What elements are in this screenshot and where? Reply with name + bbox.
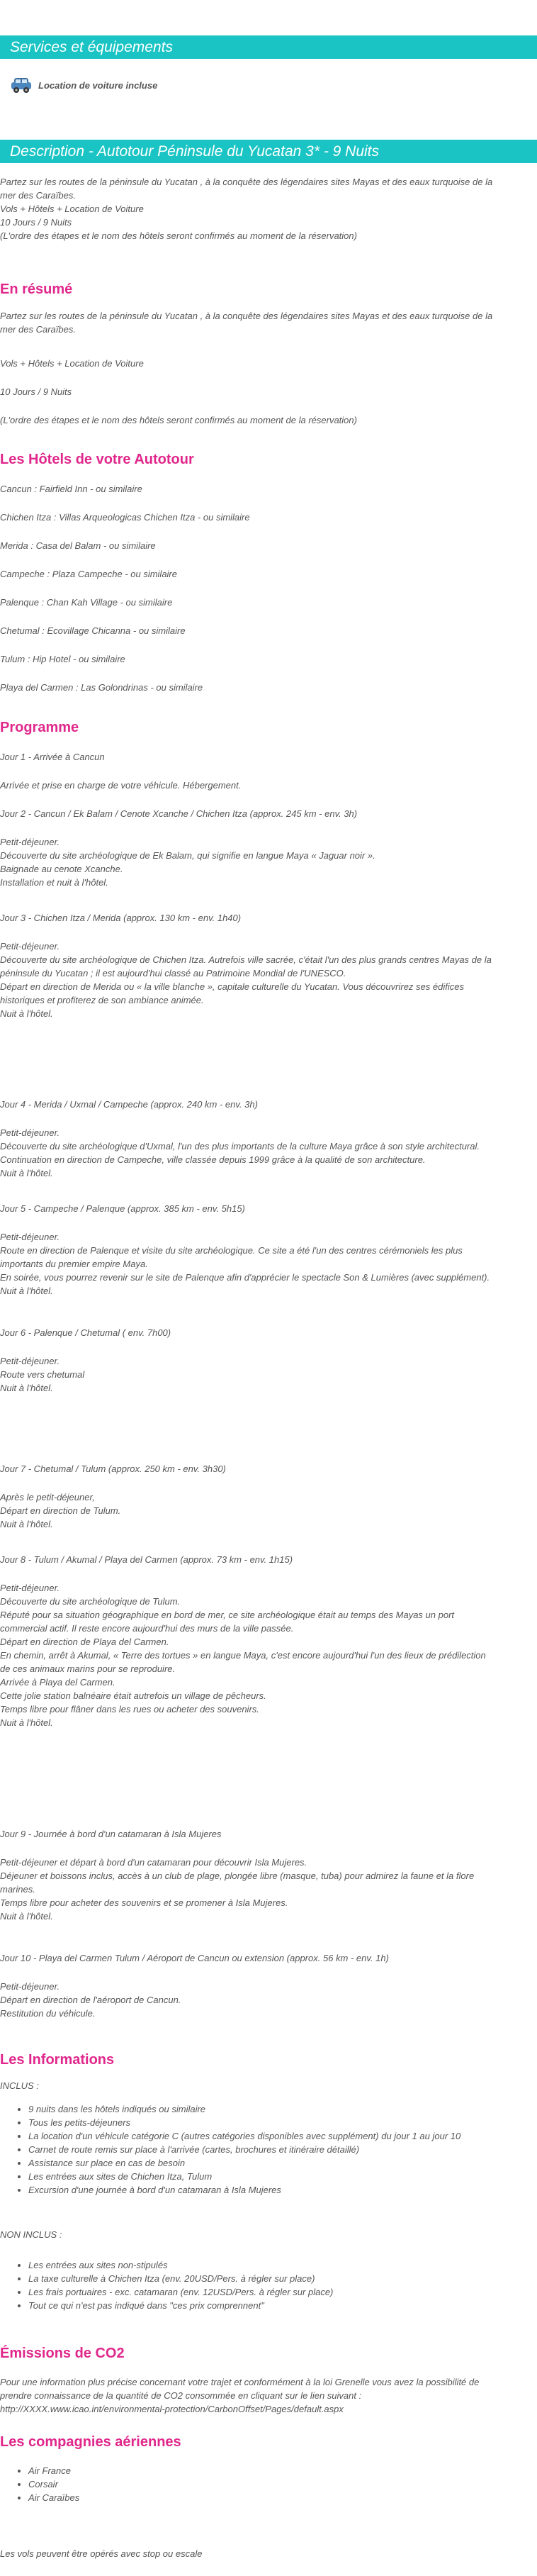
day-heading: Jour 3 - Chichen Itza / Merida (approx. 130 km - env. 1h40) bbox=[0, 913, 242, 923]
hotel-item: Chichen Itza : Villas Arqueologicas Chichen Itza - ou similaire bbox=[0, 512, 250, 523]
list-item: • Excursion d'une journée à bord d'un catamaran à Isla Mujeres bbox=[28, 2183, 460, 2197]
resume-line: Vols + Hôtels + Location de Voiture bbox=[0, 358, 144, 369]
resume-line: 10 Jours / 9 Nuits bbox=[0, 386, 72, 397]
day-heading: Jour 9 - Journée à bord d'un catamaran à Isla Mujeres bbox=[0, 1829, 222, 1839]
day-line: marines. bbox=[0, 1884, 35, 1895]
programme-heading: Programme bbox=[0, 720, 79, 735]
co2-heading: Émissions de CO2 bbox=[0, 2346, 125, 2361]
day-line: Arrivée à Playa del Carmen. bbox=[0, 1677, 115, 1688]
description-line: mer des Caraïbes. bbox=[0, 190, 76, 201]
day-heading: Jour 7 - Chetumal / Tulum (approx. 250 km - env. 3h30) bbox=[0, 1463, 226, 1474]
services-banner bbox=[0, 35, 537, 59]
day-line: Petit-déjeuner. bbox=[0, 941, 60, 952]
day-body bbox=[0, 835, 524, 889]
day-line: Petit-déjeuner. bbox=[0, 1981, 60, 1992]
day-line: En soirée, vous pourrez revenir sur le site de Palenque afin d'apprécier le spectacle Son & Lumières (avec supplément). bbox=[0, 1272, 490, 1283]
day-heading: Jour 2 - Cancun / Ek Balam / Cenote Xcanche / Chichen Itza (approx. 245 km - env. 3h) bbox=[0, 808, 358, 819]
resume-heading: En résumé bbox=[0, 281, 73, 297]
day-line: Petit-déjeuner. bbox=[0, 1356, 60, 1366]
day-line: Restitution du véhicule. bbox=[0, 2008, 96, 2019]
day-body bbox=[0, 1126, 524, 1180]
day-line: Petit-déjeuner. bbox=[0, 1127, 60, 1138]
services-title: Services et équipements bbox=[10, 39, 173, 55]
resume-line: (L'ordre des étapes et le nom des hôtels seront confirmés au moment de la réservation) bbox=[0, 415, 357, 425]
day-line: En chemin, arrêt à Akumal, « Terre des tortues » en langue Maya, c'est encore aujourd'hui l'un des lieux de prédilection bbox=[0, 1650, 486, 1661]
hotel-item: Tulum : Hip Hotel - ou similaire bbox=[0, 654, 125, 664]
day-line: Nuit à l'hôtel. bbox=[0, 1519, 53, 1529]
list-item: • La location d'un véhicule catégorie C (autres catégories disponibles avec supplément) du jour 1 au jour 10 bbox=[28, 2129, 460, 2143]
list-item: • Carnet de route remis sur place à l'arrivée (cartes, brochures et itinéraire détaillé) bbox=[28, 2143, 460, 2156]
inclus-label: INCLUS : bbox=[0, 2080, 39, 2091]
day-heading: Jour 6 - Palenque / Chetumal ( env. 7h00) bbox=[0, 1327, 171, 1338]
day-body bbox=[0, 1230, 524, 1298]
hotel-item: Palenque : Chan Kah Village - ou similaire bbox=[0, 597, 173, 608]
informations-heading: Les Informations bbox=[0, 2052, 115, 2068]
day-line: importants du premier empire Maya. bbox=[0, 1259, 148, 1269]
airlines-heading: Les compagnies aériennes bbox=[0, 2434, 181, 2450]
hotel-item: Merida : Casa del Balam - ou similaire bbox=[0, 540, 156, 551]
list-item: • Les frais portuaires - exc. catamaran (env. 12USD/Pers. à régler sur place) bbox=[28, 2285, 333, 2299]
resume-intro-line: mer des Caraïbes. bbox=[0, 324, 76, 335]
day-line: Nuit à l'hôtel. bbox=[0, 1383, 53, 1393]
list-item: • Les entrées aux sites de Chichen Itza, Tulum bbox=[28, 2170, 460, 2183]
description-line: (L'ordre des étapes et le nom des hôtels seront confirmés au moment de la réservation) bbox=[0, 230, 357, 241]
list-item: • 9 nuits dans les hôtels indiqués ou similaire bbox=[28, 2102, 460, 2116]
day-line: Temps libre pour acheter des souvenirs et se promener à Isla Mujeres. bbox=[0, 1897, 288, 1908]
day-line: péninsule du Yucatan ; il est aujourd'hui classé au Patrimoine Mondial de l'UNESCO. bbox=[0, 968, 346, 978]
service-label: Location de voiture incluse bbox=[38, 79, 158, 91]
day-line: Petit-déjeuner et départ à bord d'un catamaran pour découvrir Isla Mujeres. bbox=[0, 1857, 307, 1868]
day-line: Continuation en direction de Campeche, ville classée depuis 1999 grâce à la qualité de son architecture. bbox=[0, 1154, 426, 1165]
day-body bbox=[0, 1856, 524, 1923]
day-line: Découverte du site archéologique de Ek Balam, qui signifie en langue Maya « Jaguar noir ». bbox=[0, 850, 375, 861]
day-line: Départ en direction de l'aéroport de Cancun. bbox=[0, 1995, 181, 2005]
hotels-heading: Les Hôtels de votre Autotour bbox=[0, 452, 194, 467]
resume-intro-line: Partez sur les routes de la péninsule du Yucatan , à la conquête des légendaires sites Mayas et des eaux turquoise de la bbox=[0, 311, 493, 321]
day-line: Nuit à l'hôtel. bbox=[0, 1008, 53, 1019]
list-item: • La taxe culturelle à Chichen Itza (env. 20USD/Pers. à régler sur place) bbox=[28, 2272, 333, 2285]
day-line: Découverte du site archéologique de Tulum. bbox=[0, 1596, 181, 1607]
day-line: Réputé pour sa situation géographique en bord de mer, ce site archéologique était au temps des Mayas un port bbox=[0, 1610, 455, 1620]
day-body bbox=[0, 939, 524, 1020]
hotel-item: Chetumal : Ecovillage Chicanna - ou similaire bbox=[0, 625, 186, 636]
list-item: • Tous les petits-déjeuners bbox=[28, 2116, 460, 2129]
list-item: • Assistance sur place en cas de besoin bbox=[28, 2156, 460, 2170]
day-heading: Jour 5 - Campeche / Palenque (approx. 385 km - env. 5h15) bbox=[0, 1203, 245, 1214]
day-line: Arrivée et prise en charge de votre véhicule. Hébergement. bbox=[0, 780, 242, 791]
non-inclus-label: NON INCLUS : bbox=[0, 2229, 62, 2240]
co2-line: Pour une information plus précise concernant votre trajet et conformément à la loi Grenelle vous avez la possibilité de bbox=[0, 2377, 480, 2387]
description-text bbox=[0, 175, 524, 242]
day-body bbox=[0, 1354, 524, 1395]
day-body bbox=[0, 1980, 524, 2020]
day-heading: Jour 8 - Tulum / Akumal / Playa del Carmen (approx. 73 km - env. 1h15) bbox=[0, 1554, 293, 1565]
day-line: Départ en direction de Playa del Carmen. bbox=[0, 1637, 169, 1647]
day-line: Déjeuner et boissons inclus, accès à un club de plage, plongée libre (masque, tuba) pour admirez la faune et la flore bbox=[0, 1870, 475, 1881]
description-line: Vols + Hôtels + Location de Voiture bbox=[0, 203, 144, 214]
co2-link[interactable]: http://XXXX.www.icao.int/environmental-protection/CarbonOffset/Pages/default.aspx bbox=[0, 2404, 344, 2414]
day-line: Découverte du site archéologique de Chichen Itza. Autrefois ville sacrée, c'était l'un des plus grands centres Mayas de la bbox=[0, 954, 492, 965]
day-line: de ces animaux marins pour se reproduire. bbox=[0, 1663, 176, 1674]
day-line: commercial actif. Il reste encore aujourd'hui des murs de la ville passée. bbox=[0, 1623, 294, 1634]
list-item: • Air Caraïbes bbox=[28, 2491, 79, 2504]
day-line: Baignade au cenote Xcanche. bbox=[0, 864, 123, 874]
service-item-car-rental bbox=[10, 74, 157, 96]
day-line: historiques et profiterez de son ambiance animée. bbox=[0, 995, 204, 1005]
airlines-note: Les vols peuvent être opérés avec stop ou escale bbox=[0, 2548, 203, 2559]
list-item: • Tout ce qui n'est pas indiqué dans "ces prix comprennent" bbox=[28, 2299, 333, 2312]
day-line: Nuit à l'hôtel. bbox=[0, 1717, 53, 1728]
day-line: Petit-déjeuner. bbox=[0, 837, 60, 847]
day-line: Route vers chetumal bbox=[0, 1369, 85, 1380]
day-heading: Jour 4 - Merida / Uxmal / Campeche (approx. 240 km - env. 3h) bbox=[0, 1099, 258, 1110]
day-body bbox=[0, 1490, 524, 1531]
day-line: Temps libre pour flâner dans les rues ou acheter des souvenirs. bbox=[0, 1704, 259, 1714]
day-line: Installation et nuit à l'hôtel. bbox=[0, 877, 108, 888]
day-line: Nuit à l'hôtel. bbox=[0, 1168, 53, 1178]
day-line: Nuit à l'hôtel. bbox=[0, 1286, 53, 1296]
day-heading: Jour 10 - Playa del Carmen Tulum / Aéroport de Cancun ou extension (approx. 56 km - env. 1h) bbox=[0, 1953, 389, 1963]
day-line: Petit-déjeuner. bbox=[0, 1232, 60, 1242]
day-line: Cette jolie station balnéaire était autrefois un village de pêcheurs. bbox=[0, 1690, 266, 1701]
list-item: • Corsair bbox=[28, 2477, 79, 2491]
hotel-item: Playa del Carmen : Las Golondrinas - ou similaire bbox=[0, 682, 203, 693]
resume-intro bbox=[0, 309, 524, 336]
description-line: Partez sur les routes de la péninsule du Yucatan , à la conquête des légendaires sites Mayas et des eaux turquoise de la bbox=[0, 177, 493, 187]
day-line: Nuit à l'hôtel. bbox=[0, 1911, 53, 1922]
day-line: Départ en direction de Tulum. bbox=[0, 1505, 121, 1516]
hotel-item: Campeche : Plaza Campeche - ou similaire bbox=[0, 569, 177, 579]
day-body bbox=[0, 1581, 524, 1729]
day-heading: Jour 1 - Arrivée à Cancun bbox=[0, 752, 105, 762]
co2-line: prendre connaissance de la quantité de CO2 consommée en cliquant sur le lien suivant : bbox=[0, 2390, 362, 2401]
description-banner bbox=[0, 140, 537, 163]
inclus-list bbox=[0, 2102, 460, 2197]
day-line: Départ en direction de Merida ou « la ville blanche », capitale culturelle du Yucatan. Vous découvrirez ses édifices bbox=[0, 981, 464, 992]
day-line: Découverte du site archéologique d'Uxmal, l'un des plus importants de la culture Maya grâce à son style architectural. bbox=[0, 1141, 480, 1152]
hotel-item: Cancun : Fairfield Inn - ou similaire bbox=[0, 484, 142, 494]
list-item: • Air France bbox=[28, 2464, 79, 2477]
description-line: 10 Jours / 9 Nuits bbox=[0, 217, 72, 228]
car-icon bbox=[10, 75, 33, 95]
non-inclus-list bbox=[0, 2258, 333, 2312]
day-line: Après le petit-déjeuner, bbox=[0, 1492, 95, 1502]
co2-text bbox=[0, 2375, 524, 2416]
list-item: • Les entrées aux sites non-stipulés bbox=[28, 2258, 333, 2272]
description-title: Description - Autotour Péninsule du Yucatan 3* - 9 Nuits bbox=[10, 143, 380, 160]
day-line: Route en direction de Palenque et visite du site archéologique. Ce site a été l'un des centres cérémoniels les plus bbox=[0, 1245, 463, 1256]
day-line: Petit-déjeuner. bbox=[0, 1583, 60, 1593]
airlines-list bbox=[0, 2464, 79, 2504]
